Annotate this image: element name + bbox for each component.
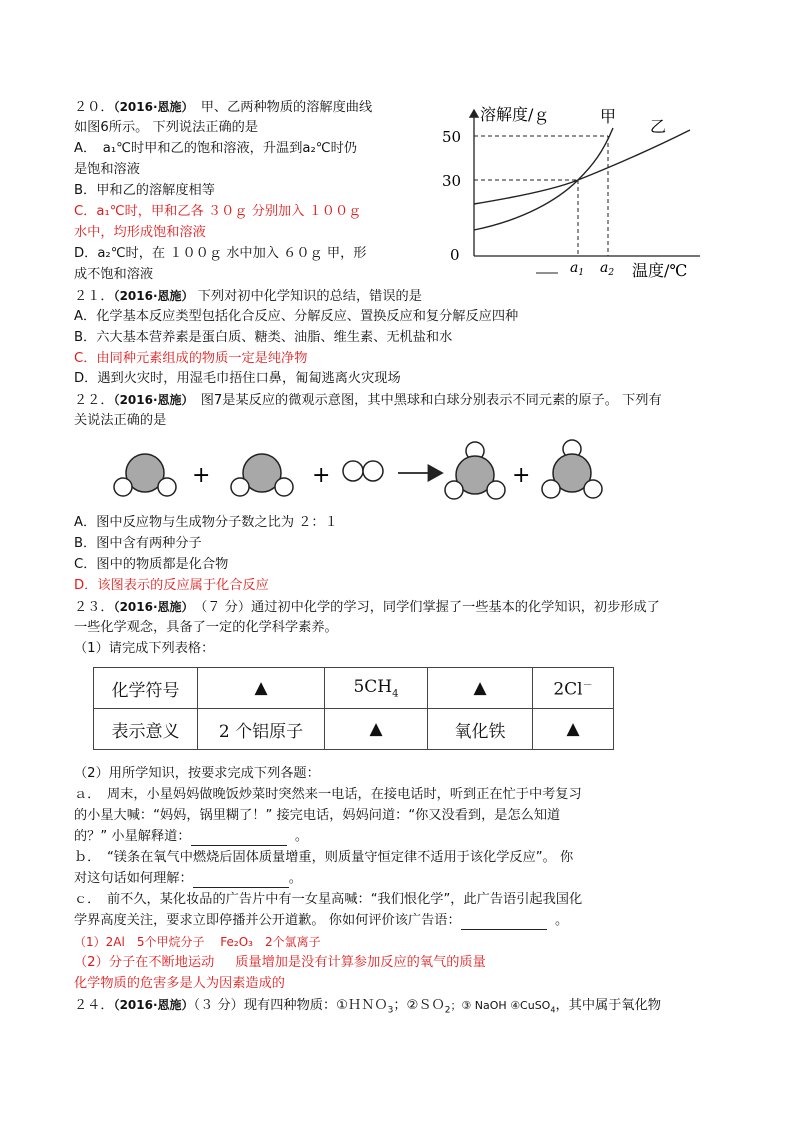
reactant-molecule-2 bbox=[231, 454, 293, 496]
q20-option-a-cont: 是饱和溶液 bbox=[74, 162, 140, 177]
q23-stem-cont: 一些化学观念，具备了一定的化学科学素养。 bbox=[74, 620, 338, 635]
question-number: ２１． bbox=[74, 289, 114, 304]
product-molecule-1 bbox=[445, 442, 505, 499]
table-row bbox=[94, 709, 614, 750]
table-header: 表示意义 bbox=[94, 709, 198, 750]
q20-option-c-cont: 水中，均形成饱和溶液 bbox=[74, 225, 206, 240]
q21-stem: ２１．（2016·恩施） 下列对初中化学知识的总结，错误的是 bbox=[74, 289, 422, 304]
question-number: ２０． bbox=[74, 100, 114, 115]
table-cell: $5CH_4$ bbox=[325, 668, 428, 709]
q22-option-a: A．图中反应物与生成物分子数之比为 ２：１ bbox=[74, 515, 338, 530]
q23-stem: ２３．（2016·恩施） （７ 分）通过初中化学的学习，同学们掌握了一些基本的化学知识，初步形成了 bbox=[74, 600, 660, 615]
q23-a-line3: 的？” 小星解释道： 。 bbox=[74, 829, 309, 844]
q21-option-d: D．遇到火灾时，用湿毛巾捂住口鼻，匍匐逃离火灾现场 bbox=[74, 371, 401, 386]
question-source: （2016·恩施） bbox=[113, 100, 188, 114]
table-cell: ▲ bbox=[428, 668, 533, 709]
q20-line1: ２０．（2016·恩施） 甲、乙两种物质的溶解度曲线 bbox=[74, 100, 373, 115]
svg-text:a1: $a_1$ bbox=[570, 260, 585, 278]
q22-option-c: C．图中的物质都是化合物 bbox=[74, 557, 229, 572]
q23-a-line2: 的小星大喊：“妈妈，锅里糊了！” 接完电话，妈妈问道：“你又没看到，是怎么知道 bbox=[74, 808, 561, 823]
question-source: （2016·恩施） bbox=[113, 600, 188, 614]
q20-option-d-cont: 成不饱和溶液 bbox=[74, 267, 154, 282]
q23-b-line2: 对这句话如何理解： 。 bbox=[74, 871, 302, 886]
question-number: ２４． bbox=[74, 998, 114, 1013]
y-axis-label: 溶解度/ｇ bbox=[480, 105, 550, 124]
answer-blank[interactable] bbox=[461, 915, 547, 930]
solubility-graph bbox=[428, 100, 728, 285]
table-cell: 2 个铝原子 bbox=[198, 709, 325, 750]
q24-stem: ２４．（2016·恩施）（３ 分）现有四种物质：①ＨＮＯ$_3$；②ＳＯ$_2$；③ NaOH ④CuSO$_4$，其中属于氧化物 bbox=[74, 998, 661, 1016]
q23-c-line2: 学界高度关注，要求立即停播并公开道歉。 你如何评价该广告语： 。 bbox=[74, 913, 569, 928]
table-cell: ▲ bbox=[198, 668, 325, 709]
plus-sign: + bbox=[312, 463, 331, 488]
q20-option-c: C．a₁℃时，甲和乙各 ３０ｇ 分别加入 １００ｇ bbox=[74, 204, 362, 219]
answer-blank[interactable] bbox=[193, 873, 289, 888]
q23-part1: （1）请完成下列表格： bbox=[74, 641, 215, 656]
q23-c-line1: ｃ． 前不久，某化妆品的广告片中有一女星高喊：“我们恨化学”，此广告语引起我国化 bbox=[74, 892, 583, 907]
q20-line2: 如图6所示。 下列说法正确的是 bbox=[74, 120, 259, 135]
q23-answer-2: （2）分子在不断地运动 质量增加是没有计算参加反应的氧气的质量 bbox=[74, 955, 486, 970]
plus-sign: + bbox=[512, 463, 531, 488]
q21-option-c: C．由同种元素组成的物质一定是纯净物 bbox=[74, 351, 308, 366]
q22-stem-cont: 关说法正确的是 bbox=[74, 413, 167, 428]
reactant-molecule-3 bbox=[343, 461, 383, 481]
question-source: （2016·恩施） bbox=[113, 393, 188, 407]
q23-answer-1: （1）2Al 5个甲烷分子 Fe₂O₃ 2个氯离子 bbox=[74, 935, 321, 949]
q22-option-d: D．该图表示的反应属于化合反应 bbox=[74, 578, 269, 593]
q23-b-line1: ｂ． “镁条在氧气中燃烧后固体质量增重，则质量守恒定律不适用于该化学反应”。 你 bbox=[74, 850, 574, 865]
answer-table bbox=[93, 667, 614, 750]
x-axis-label: 温度/℃ bbox=[632, 261, 688, 280]
q23-answer-3: 化学物质的危害多是人为因素造成的 bbox=[74, 976, 285, 991]
label-yi: 乙 bbox=[650, 117, 667, 136]
answer-blank[interactable] bbox=[191, 831, 287, 846]
reactant-molecule-1 bbox=[114, 454, 176, 496]
reaction-diagram bbox=[100, 435, 620, 510]
tick-50: 50 bbox=[442, 128, 462, 146]
plus-sign: + bbox=[192, 463, 211, 488]
table-cell: ▲ bbox=[533, 709, 614, 750]
q23-part2: （2）用所学知识，按要求完成下列各题： bbox=[74, 766, 320, 781]
question-number: ２３． bbox=[74, 600, 114, 615]
q23-a-line1: ａ． 周末，小星妈妈做晚饭炒菜时突然来一电话，在接电话时，听到正在忙于中考复习 bbox=[74, 787, 582, 802]
q21-option-b: B．六大基本营养素是蛋白质、糖类、油脂、维生素、无机盐和水 bbox=[74, 330, 453, 345]
table-header: 化学符号 bbox=[94, 668, 198, 709]
table-cell: ▲ bbox=[325, 709, 428, 750]
svg-text:a2: $a_2$ bbox=[600, 260, 615, 278]
table-row bbox=[94, 668, 614, 709]
curve-jia bbox=[474, 128, 613, 230]
q22-stem: ２２．（2016·恩施） 图7是某反应的微观示意图，其中黑球和白球分别表示不同元素的原子。 下列有 bbox=[74, 393, 662, 408]
question-number: ２２． bbox=[74, 393, 114, 408]
table-cell: 2Cl－ bbox=[533, 668, 614, 709]
q20-option-d: D．a₂℃时，在 １００ｇ 水中加入 ６０ｇ 甲，形 bbox=[74, 246, 367, 261]
curve-yi bbox=[474, 130, 690, 204]
tick-30: 30 bbox=[442, 172, 462, 190]
tick-a2: a bbox=[600, 260, 609, 276]
q20-option-a: A． a₁℃时甲和乙的饱和溶液，升温到a₂℃时仍 bbox=[74, 141, 357, 156]
table-cell: 氧化铁 bbox=[428, 709, 533, 750]
q20-option-b: B．甲和乙的溶解度相等 bbox=[74, 183, 215, 198]
q21-option-a: A．化学基本反应类型包括化合反应、分解反应、置换反应和复分解反应四种 bbox=[74, 309, 519, 324]
question-source: （2016·恩施） bbox=[113, 289, 194, 303]
product-molecule-2 bbox=[542, 440, 602, 498]
question-source: （2016·恩施） bbox=[113, 998, 194, 1012]
tick-0: 0 bbox=[450, 246, 460, 264]
q22-option-b: B．图中含有两种分子 bbox=[74, 536, 202, 551]
tick-a1: a bbox=[570, 260, 579, 276]
label-jia: 甲 bbox=[600, 107, 617, 126]
